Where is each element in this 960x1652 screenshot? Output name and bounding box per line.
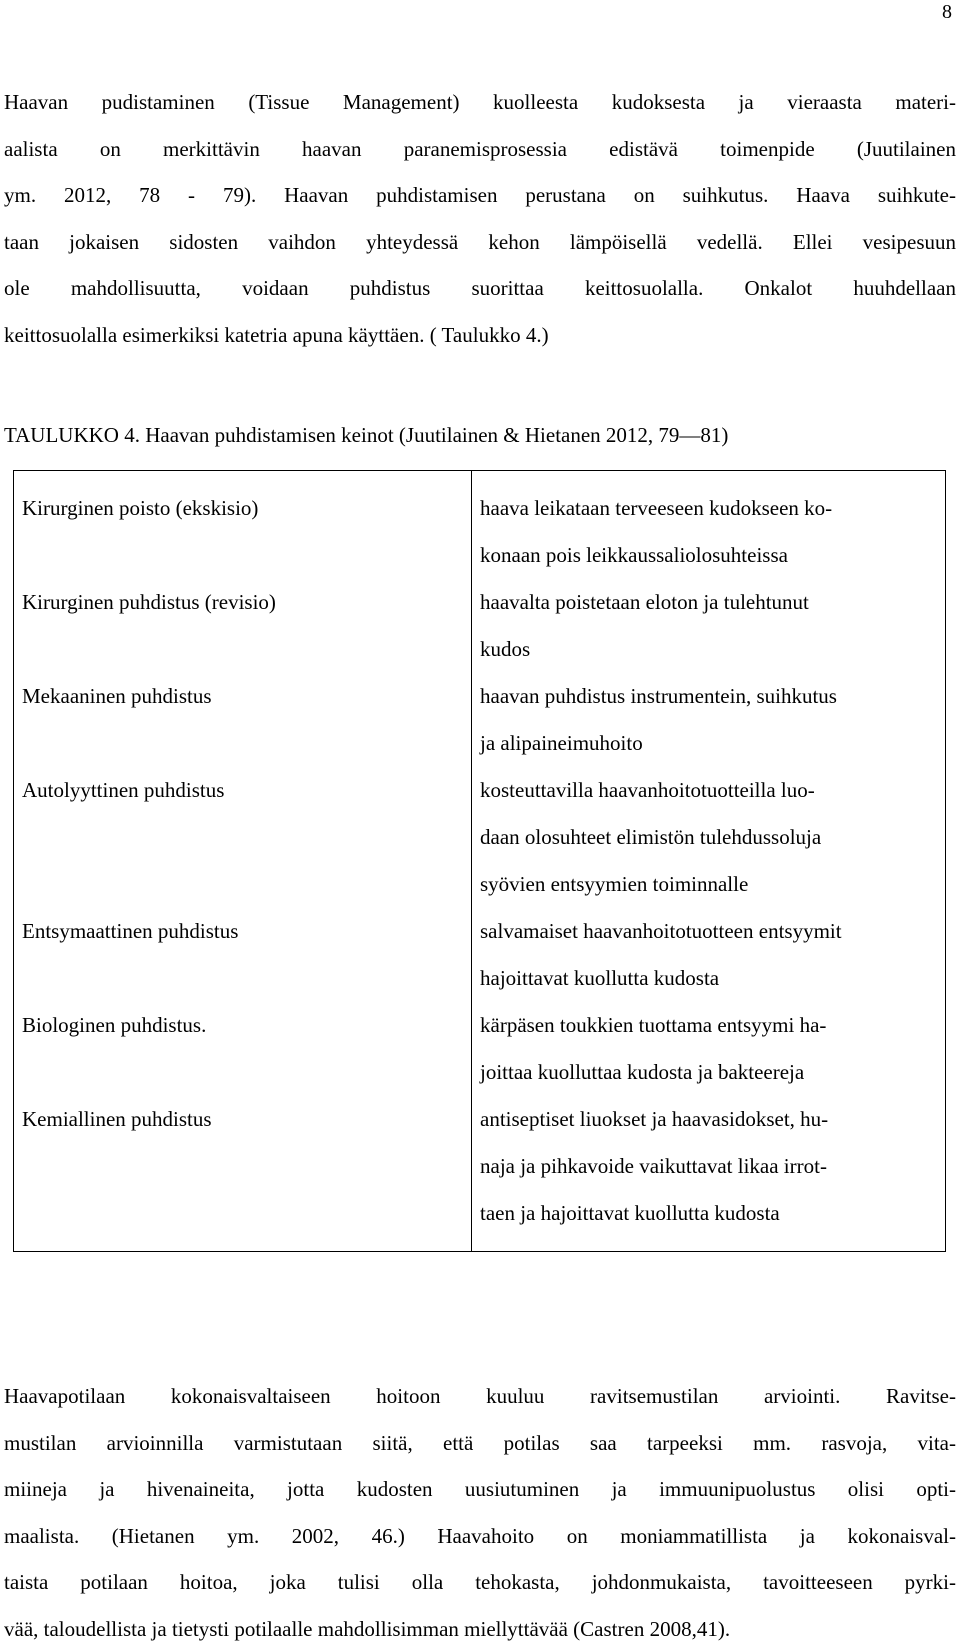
description-line: konaan pois leikkaussaliolosuhteissa (480, 532, 939, 579)
method-text: Biologinen puhdistus. (22, 1002, 471, 1049)
method-text: Autolyyttinen puhdistus (22, 767, 471, 814)
description-line: antiseptiset liuokset ja haavasidokset, hu- (480, 1096, 939, 1143)
intro-line: ym. 2012, 78 - 79). Haavan puhdistamisen perustana on suihkutus. Haava suihkute- (4, 172, 956, 219)
outro-line: maalista. (Hietanen ym. 2002, 46.) Haavahoito on moniammatillista ja kokonaisval- (4, 1513, 956, 1560)
method-cell (14, 1096, 472, 1252)
description-cell (472, 767, 946, 908)
cleaning-methods-table (13, 470, 946, 1252)
outro-line: miineja ja hivenaineita, jotta kudosten uusiutuminen ja immuunipuolustus olisi opti- (4, 1466, 956, 1513)
table-row (14, 579, 946, 673)
method-cell (14, 471, 472, 580)
description-line: haavan puhdistus instrumentein, suihkutus (480, 673, 939, 720)
description-line: joittaa kuolluttaa kudosta ja bakteereja (480, 1049, 939, 1096)
outro-line: mustilan arvioinnilla varmistutaan siitä, että potilas saa tarpeeksi mm. rasvoja, vita- (4, 1420, 956, 1467)
method-text: Kemiallinen puhdistus (22, 1096, 471, 1143)
description-line: haava leikataan terveeseen kudokseen ko- (480, 485, 939, 532)
outro-line: vää, taloudellista ja tietysti potilaalle mahdollisimman miellyttävää (Castren 2008,41). (4, 1606, 956, 1652)
method-cell (14, 908, 472, 1002)
description-line: kosteuttavilla haavanhoitotuotteilla luo- (480, 767, 939, 814)
method-text: Kirurginen poisto (ekskisio) (22, 485, 471, 532)
description-line: syövien entsyymien toiminnalle (480, 861, 939, 908)
table-row (14, 471, 946, 580)
method-text: Kirurginen puhdistus (revisio) (22, 579, 471, 626)
description-cell (472, 471, 946, 580)
description-line: daan olosuhteet elimistön tulehdussoluja (480, 814, 939, 861)
description-line: ja alipaineimuhoito (480, 720, 939, 767)
description-line: hajoittavat kuollutta kudosta (480, 955, 939, 1002)
method-text: Entsymaattinen puhdistus (22, 908, 471, 955)
method-cell (14, 673, 472, 767)
table-row (14, 673, 946, 767)
table-row (14, 767, 946, 908)
page-number: 8 (942, 0, 952, 24)
intro-paragraph (4, 79, 956, 358)
method-cell (14, 579, 472, 673)
description-cell (472, 908, 946, 1002)
outro-line: Haavapotilaan kokonaisvaltaiseen hoitoon kuuluu ravitsemustilan arviointi. Ravitse- (4, 1373, 956, 1420)
table-row (14, 1002, 946, 1096)
description-line: kudos (480, 626, 939, 673)
table-row (14, 908, 946, 1002)
table-caption-text: TAULUKKO 4. Haavan puhdistamisen keinot (Juutilainen & Hietanen 2012, 79—81) (4, 412, 956, 458)
description-line: naja ja pihkavoide vaikuttavat likaa irrot- (480, 1143, 939, 1190)
description-cell (472, 579, 946, 673)
table-row (14, 1096, 946, 1252)
description-line: haavalta poistetaan eloton ja tulehtunut (480, 579, 939, 626)
method-text: Mekaaninen puhdistus (22, 673, 471, 720)
intro-line: aalista on merkittävin haavan paranemisprosessia edistävä toimenpide (Juutilainen (4, 126, 956, 173)
intro-line: ole mahdollisuutta, voidaan puhdistus suorittaa keittosuolalla. Onkalot huuhdellaan (4, 265, 956, 312)
outro-line: taista potilaan hoitoa, joka tulisi olla tehokasta, johdonmukaista, tavoitteeseen pyrki- (4, 1559, 956, 1606)
intro-line: Haavan pudistaminen (Tissue Management) kuolleesta kudoksesta ja vieraasta materi- (4, 79, 956, 126)
outro-paragraph (4, 1373, 956, 1652)
description-line: salvamaiset haavanhoitotuotteen entsyymit (480, 908, 939, 955)
table-caption (4, 412, 956, 458)
intro-line: keittosuolalla esimerkiksi katetria apuna käyttäen. ( Taulukko 4.) (4, 312, 956, 359)
description-cell (472, 1002, 946, 1096)
method-cell (14, 767, 472, 908)
method-cell (14, 1002, 472, 1096)
intro-line: taan jokaisen sidosten vaihdon yhteydessä kehon lämpöisellä vedellä. Ellei vesipesuun (4, 219, 956, 266)
description-line: taen ja hajoittavat kuollutta kudosta (480, 1190, 939, 1237)
description-cell (472, 673, 946, 767)
description-cell (472, 1096, 946, 1252)
description-line: kärpäsen toukkien tuottama entsyymi ha- (480, 1002, 939, 1049)
